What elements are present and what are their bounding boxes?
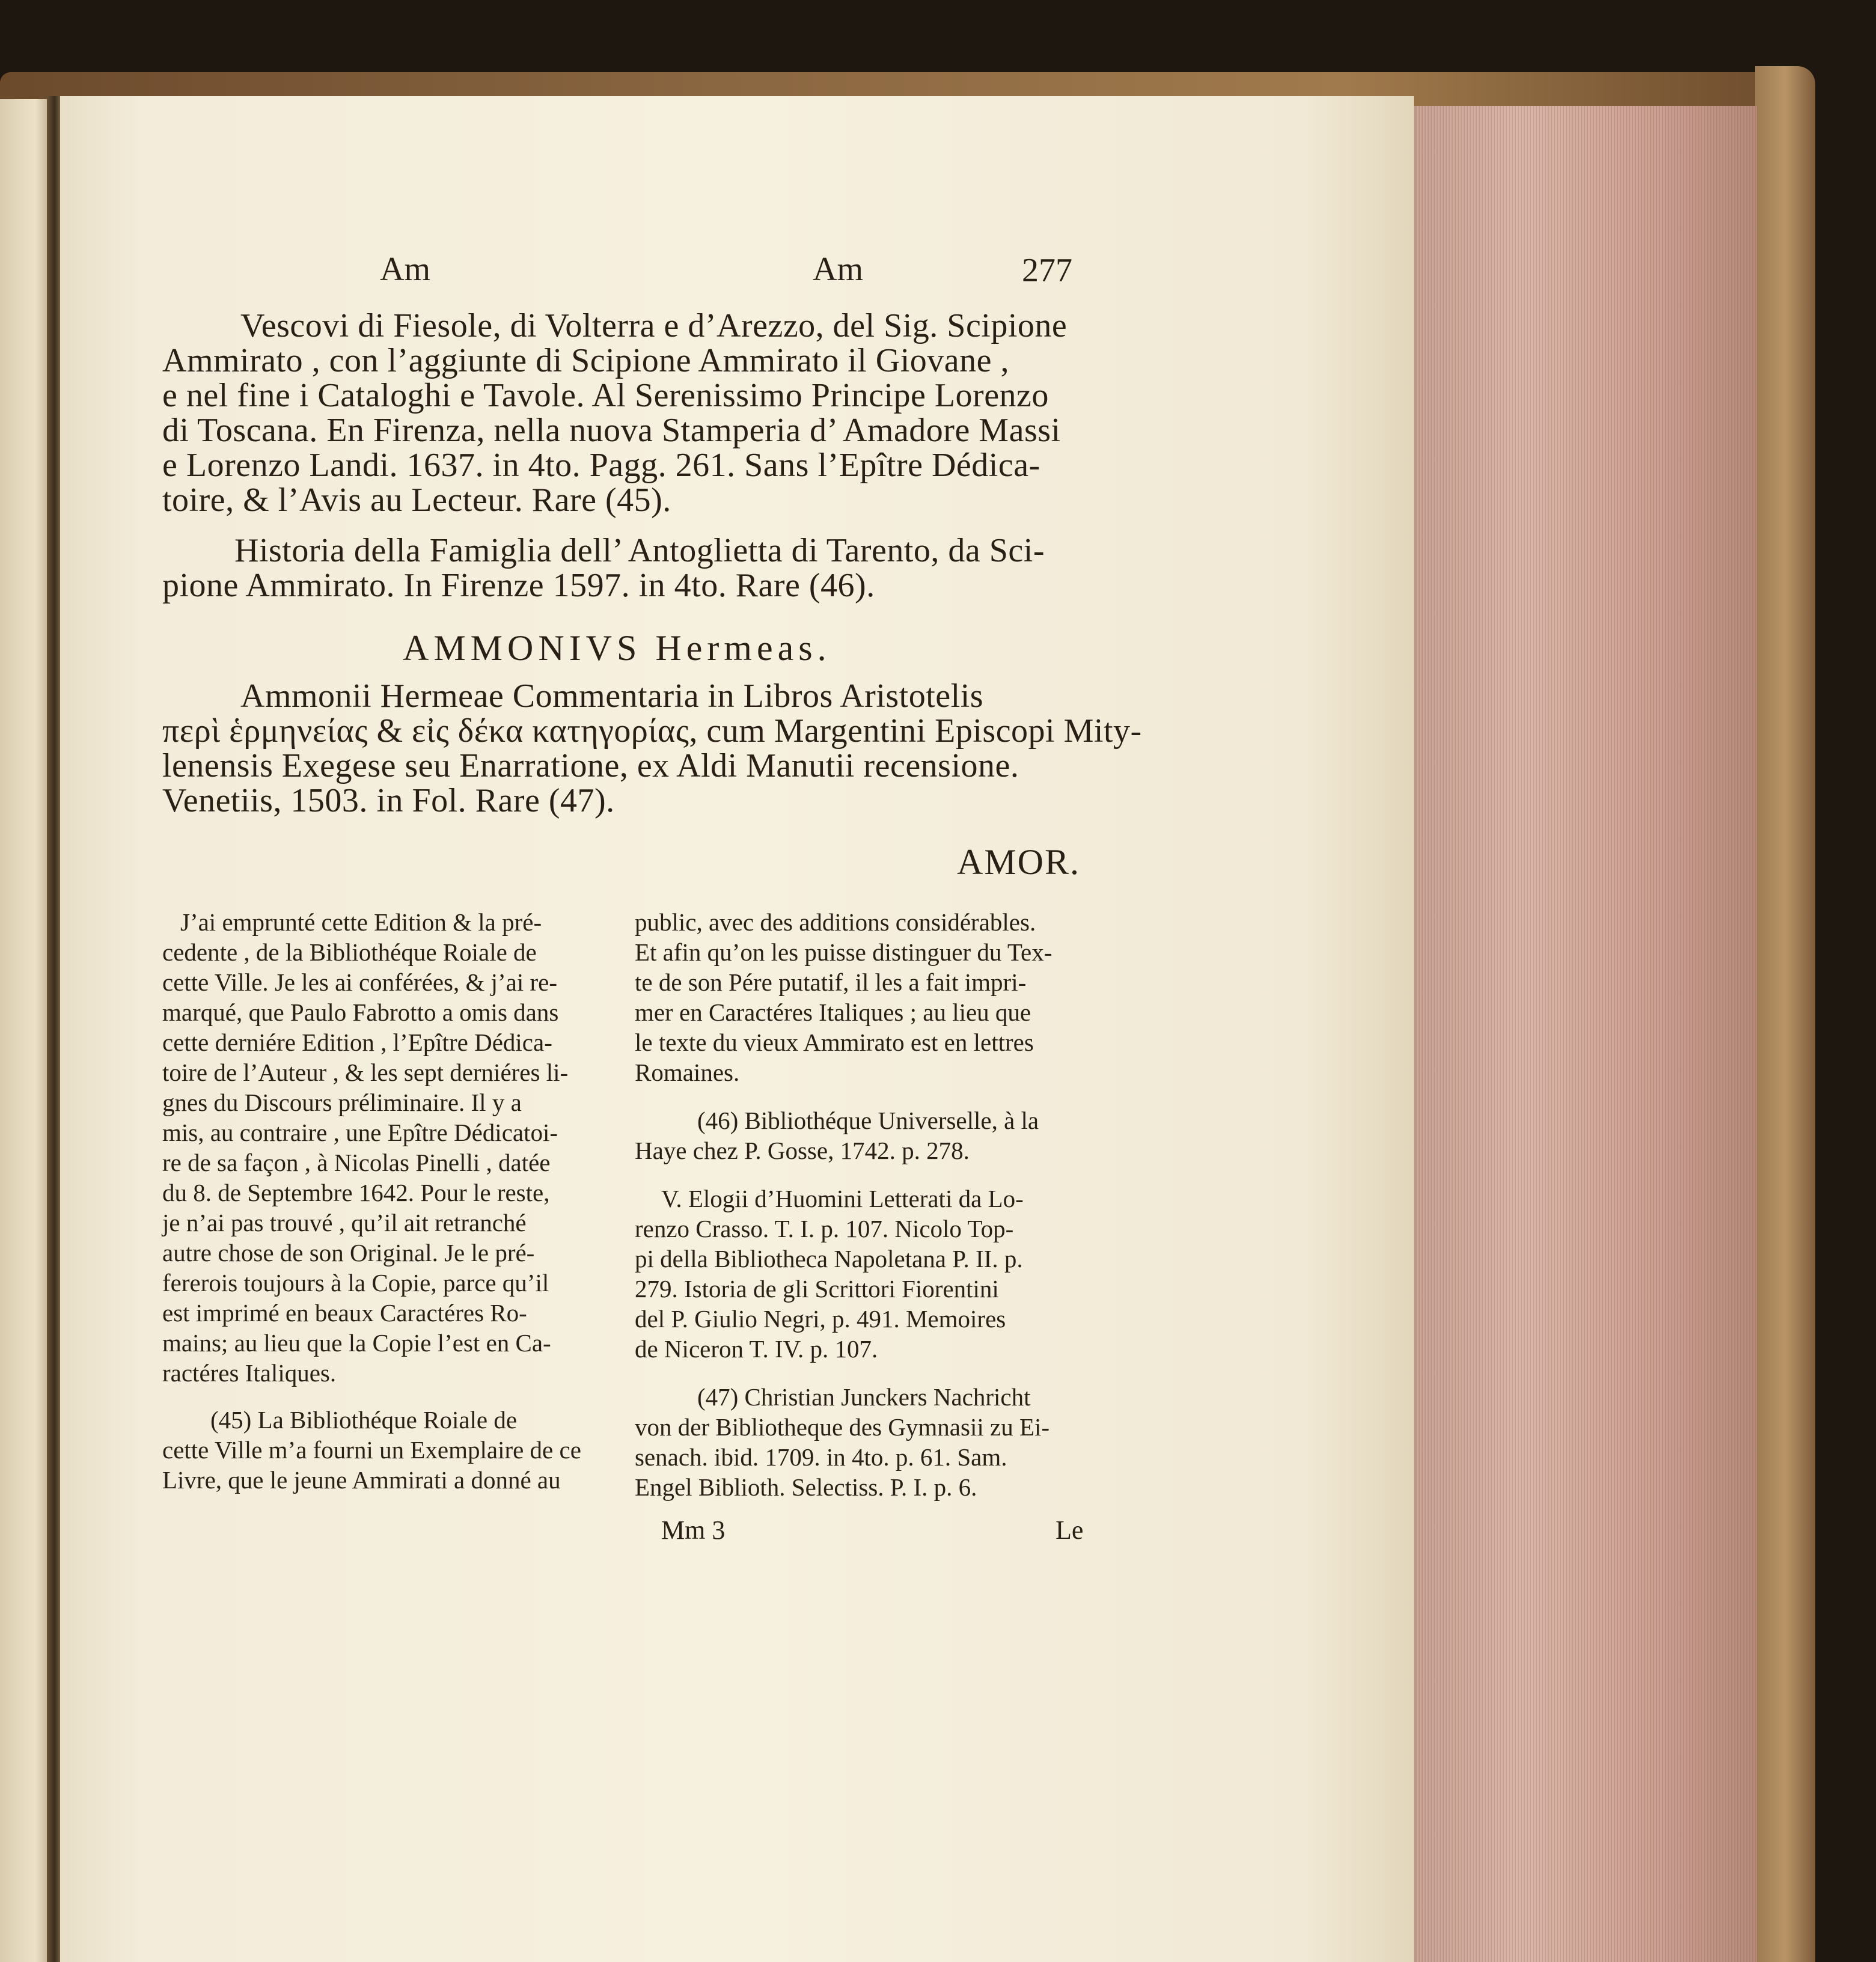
footnote-line: J’ai emprunté cette Edition & la pré- <box>180 908 542 936</box>
footnote-line: autre chose de son Original. Je le pré- <box>162 1239 535 1267</box>
footnote-line: Engel Biblioth. Selectiss. P. I. p. 6. <box>635 1473 977 1501</box>
footnote-line: Et afin qu’on les puisse distinguer du Tex- <box>635 938 1053 966</box>
footnote-line: du 8. de Septembre 1642. Pour le reste, <box>162 1179 550 1206</box>
footnote-line: pi della Bibliotheca Napoletana P. II. p. <box>635 1245 1023 1273</box>
footnote-line: cette Ville. Je les ai conférées, & j’ai re- <box>162 968 558 996</box>
footnote-line: mer en Caractéres Italiques ; au lieu que <box>635 998 1031 1026</box>
footnote-line: von der Bibliotheque des Gymnasii zu Ei- <box>635 1413 1050 1441</box>
footnote-line: marqué, que Paulo Fabrotto a omis dans <box>162 998 559 1026</box>
footnote-line: cedente , de la Bibliothéque Roiale de <box>162 938 537 966</box>
section-heading: AMMONIVS Hermeas. <box>403 628 831 668</box>
main-text-line: lenensis Exegese seu Enarratione, ex Aldi Manutii recensione. <box>162 747 1019 784</box>
main-text-line: Venetiis, 1503. in Fol. Rare (47). <box>162 782 615 819</box>
main-text-line: Ammonii Hermeae Commentaria in Libros Aristotelis <box>240 677 984 715</box>
footnote-line: toire de l’Auteur , & les sept derniéres li- <box>162 1059 569 1086</box>
footnote-line: public, avec des additions considérables. <box>635 908 1036 936</box>
footnote-line: Haye chez P. Gosse, 1742. p. 278. <box>635 1137 970 1164</box>
footnote-line: (47) Christian Junckers Nachricht <box>697 1383 1031 1411</box>
footnote-line: Romaines. <box>635 1059 740 1086</box>
footnote-line: fererois toujours à la Copie, parce qu’il <box>162 1269 549 1297</box>
footnote-line: senach. ibid. 1709. in 4to. p. 61. Sam. <box>635 1443 1007 1471</box>
main-text-line: di Toscana. En Firenza, nella nuova Stamperia d’ Amadore Massi <box>162 412 1061 449</box>
footnote-line: (45) La Bibliothéque Roiale de <box>210 1406 518 1434</box>
main-text-line: e Lorenzo Landi. 1637. in 4to. Pagg. 261. Sans l’Epître Dédica- <box>162 447 1040 484</box>
catchword: Le <box>1056 1515 1084 1545</box>
footnote-line: te de son Pére putatif, il les a fait impri- <box>635 968 1027 996</box>
page-number: 277 <box>1022 252 1072 289</box>
footnote-line: Livre, que le jeune Ammirati a donné au <box>162 1466 561 1494</box>
footnote-line: renzo Crasso. T. I. p. 107. Nicolo Top- <box>635 1215 1014 1242</box>
signature-mark: Mm 3 <box>661 1515 726 1545</box>
footnote-line: de Niceron T. IV. p. 107. <box>635 1335 878 1363</box>
footnote-line: mis, au contraire , une Epître Dédicatoi- <box>162 1119 558 1146</box>
footnote-line: le texte du vieux Ammirato est en lettres <box>635 1028 1034 1056</box>
main-text-line: Ammirato , con l’aggiunte di Scipione Ammirato il Giovane , <box>162 342 1010 379</box>
footnote-line: V. Elogii d’Huomini Letterati da Lo- <box>661 1185 1024 1212</box>
footnote-line: 279. Istoria de gli Scrittori Fiorentini <box>635 1275 999 1303</box>
main-text-line: περὶ ἑρμηνείας & εἰς δέκα κατηγορίας, cum Margentini Episcopi Mity- <box>162 712 1142 750</box>
footnote-line: cette Ville m’a fourni un Exemplaire de ce <box>162 1436 581 1464</box>
main-text-line: e nel fine i Cataloghi e Tavole. Al Serenissimo Principe Lorenzo <box>162 377 1049 414</box>
footnote-line: gnes du Discours préliminaire. Il y a <box>162 1089 522 1116</box>
footnote-line: je n’ai pas trouvé , qu’il ait retranché <box>162 1209 527 1236</box>
main-text-line: Vescovi di Fiesole, di Volterra e d’Arezzo, del Sig. Scipione <box>240 307 1068 344</box>
footnote-line: mains; au lieu que la Copie l’est en Ca- <box>162 1329 551 1357</box>
main-text-line: toire, & l’Avis au Lecteur. Rare (45). <box>162 481 671 519</box>
center-running-head: Am <box>813 251 863 288</box>
book-cover-edge <box>1755 66 1815 1962</box>
footnote-line: ractéres Italiques. <box>162 1359 337 1387</box>
footnote-line: est imprimé en beaux Caractéres Ro- <box>162 1299 527 1327</box>
footnote-line: del P. Giulio Negri, p. 491. Memoires <box>635 1305 1006 1333</box>
page-block-fore-edge <box>1414 106 1757 1962</box>
book-page <box>60 96 1414 1962</box>
main-text-line: Historia della Famiglia dell’ Antoglietta di Tarento, da Sci- <box>234 532 1045 569</box>
left-page-edge <box>0 99 50 1962</box>
next-section-heading: AMOR. <box>957 842 1081 882</box>
main-text-line: pione Ammirato. In Firenze 1597. in 4to. Rare (46). <box>162 567 875 604</box>
left-running-head: Am <box>380 251 430 288</box>
footnote-line: cette derniére Edition , l’Epître Dédica- <box>162 1028 552 1056</box>
footnote-line: re de sa façon , à Nicolas Pinelli , datée <box>162 1149 551 1176</box>
footnote-line: (46) Bibliothéque Universelle, à la <box>697 1107 1039 1134</box>
